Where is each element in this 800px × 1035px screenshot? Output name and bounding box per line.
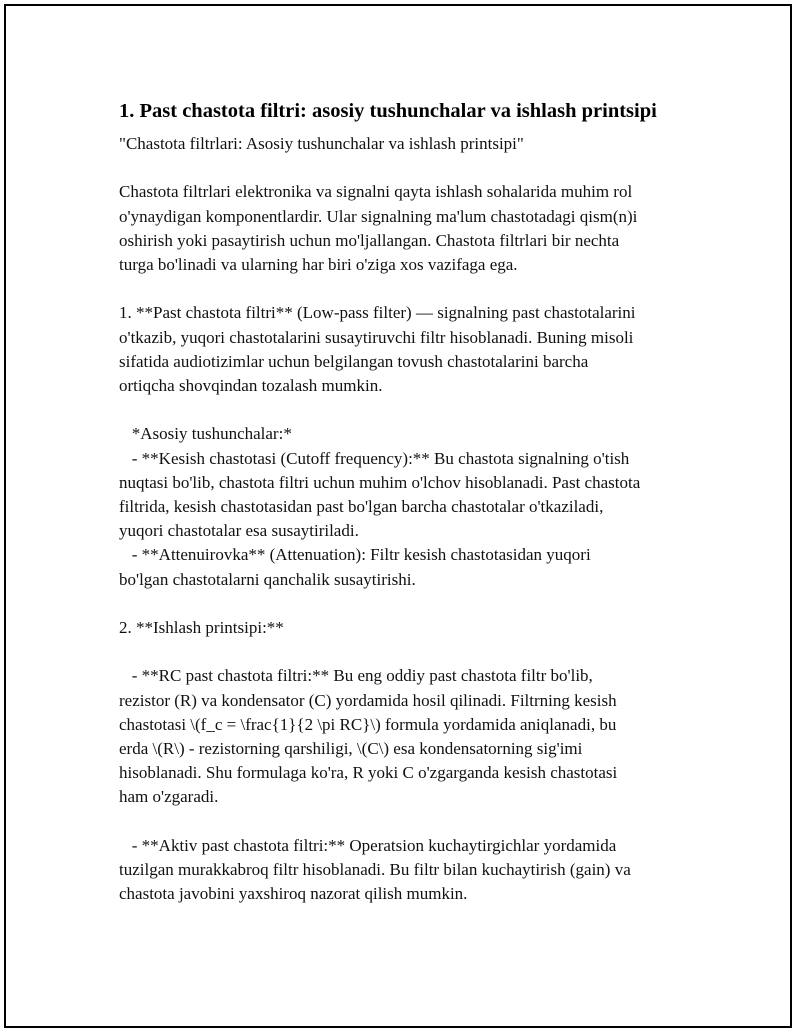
blank-line (119, 277, 699, 301)
text-line: o'tkazib, yuqori chastotalarini susaytiruvchi filtr hisoblanadi. Buning misoli (119, 327, 634, 347)
text-line: - **Attenuirovka** (Attenuation): Filtr kesish chastotasidan yuqori (119, 545, 591, 565)
text-line: nuqtasi bo'lib, chastota filtri uchun muhim o'lchov hisoblanadi. Past chastota (119, 472, 641, 492)
text-line: rezistor (R) va kondensator (C) yordamida hosil qilinadi. Filtrning kesish (119, 690, 617, 710)
text-line: hisoblanadi. Shu formulaga ko'ra, R yoki C o'zgarganda kesish chastotasi (119, 763, 618, 783)
text-line: turga bo'linadi va ularning har biri o'ziga xos vazifaga ega. (119, 255, 518, 274)
text-line: yuqori chastotalar esa susaytiriladi. (119, 521, 359, 541)
text-line: - **Kesish chastotasi (Cutoff frequency):** Bu chastota signalning o'tish (119, 448, 630, 468)
text-line: "Chastota filtrlari: Asosiy tushunchalar va ishlash printsipi" (119, 134, 524, 153)
text-line: chastota javobini yaxshiroq nazorat qilish mumkin. (119, 884, 468, 904)
text-line: oshirish yoki pasaytirish uchun mo'ljallangan. Chastota filtrlari bir nechta (119, 230, 620, 250)
page-frame (4, 4, 792, 1028)
text-line: tuzilgan murakkabroq filtr hisoblanadi. Bu filtr bilan kuchaytirish (gain) va (119, 860, 631, 879)
text-line: ortiqcha shovqindan tozalash mumkin. (119, 376, 383, 395)
text-line: erda \(R\) - rezistorning qarshiligi, \(C\) esa kondensatorning sig'imi (119, 739, 583, 758)
text-line: 1. **Past chastota filtri** (Low-pass filter) — signalning past chastotalarini (119, 303, 636, 323)
text-line: o'ynaydigan komponentlardir. Ular signalning ma'lum chastotadagi qism(n)i (119, 206, 638, 226)
text-line: filtrida, kesish chastotasidan past bo'lgan barcha chastotalar o'tkaziladi, (119, 497, 604, 516)
page-title: 1. Past chastota filtri: asosiy tushunchalar va ishlash printsipi (119, 100, 657, 122)
text-line: Chastota filtrlari elektronika va signalni qayta ishlash sohalarida muhim rol (119, 182, 633, 202)
blank-line (119, 640, 699, 664)
text-line: ham o'zgaradi. (119, 787, 219, 807)
text-line: 2. **Ishlash printsipi:** (119, 618, 284, 637)
text-line: sifatida audiotizimlar uchun belgilangan tovush chastotalarini barcha (119, 351, 589, 371)
blank-line (119, 398, 699, 422)
text-line: - **RC past chastota filtri:** Bu eng oddiy past chastota filtr bo'lib, (119, 666, 593, 686)
blank-line (119, 810, 699, 834)
text-line: *Asosiy tushunchalar:* (119, 424, 292, 444)
document-body (119, 98, 699, 906)
document-text (119, 132, 699, 906)
text-line: chastotasi \(f_c = \frac{1}{2 \pi RC}\) formula yordamida aniqlanadi, bu (119, 714, 617, 734)
blank-line (119, 156, 699, 180)
blank-line (119, 592, 699, 616)
text-line: bo'lgan chastotalarni qanchalik susaytirishi. (119, 569, 416, 589)
text-line: - **Aktiv past chastota filtri:** Operatsion kuchaytirgichlar yordamida (119, 835, 617, 855)
